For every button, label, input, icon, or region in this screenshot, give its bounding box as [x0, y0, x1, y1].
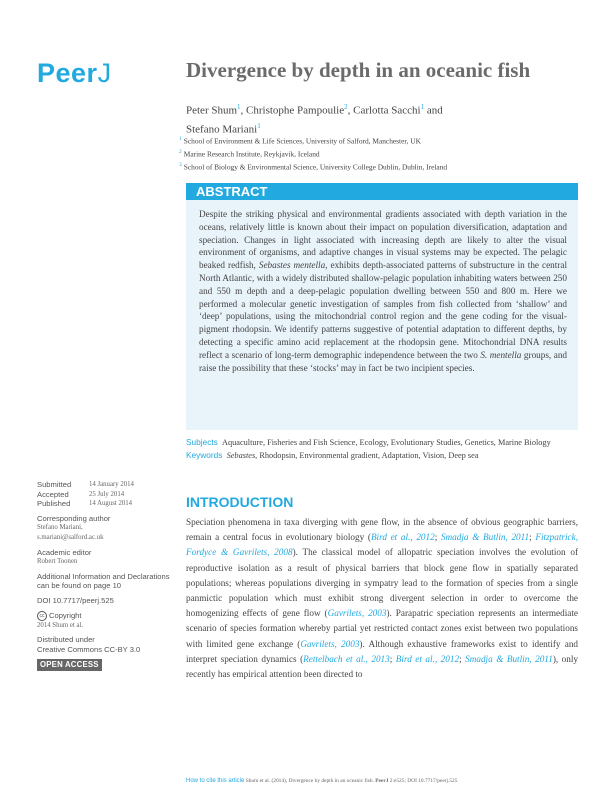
citation-link[interactable]: Fitzpatrick, Fordyce & Gavrilets, 2008 — [186, 532, 578, 558]
author-list: Peter Shum$^1$, Christophe Pampoulie$^2$, Carlotta Sacchi$^1$ and Stefano Mariani$^1$ — [186, 103, 443, 136]
paper-title: Divergence by depth in an oceanic fish — [186, 58, 531, 82]
affiliations — [179, 134, 447, 173]
introduction-heading: INTRODUCTION — [186, 494, 294, 510]
creative-commons-icon: cc — [37, 611, 47, 621]
subjects-keywords — [186, 436, 578, 462]
author[interactable]: Peter Shum — [186, 104, 238, 117]
keywords-line: Keywords Sebastes, Rhodopsin, Environmental gradient, Adaptation, Vision, Deep sea — [186, 450, 479, 460]
doi-link[interactable]: DOI 10.7717/peerj.525 — [37, 595, 114, 605]
citation-link[interactable]: Smadja & Butlin, 2011 — [440, 532, 530, 543]
citation-link[interactable]: Rettelbach et al., 2013 — [303, 653, 390, 664]
affiliation-item: $^2$ Marine Research Institute, Reykjavík, Iceland — [179, 148, 320, 159]
affiliation-item: $^3$ School of Biology & Environmental Science, University College Dublin, Dublin, Ireland — [179, 161, 448, 172]
affiliation-item: $^1$ School of Environment & Life Sciences, University of Salford, Manchester, UK — [179, 136, 421, 146]
citation-footer: How to cite this article Shum et al. (2014), Divergence by depth in an oceanic fish. PeerJ 2:e525; DOI 10.7717/peerj.525 — [186, 778, 458, 784]
citation-link[interactable]: Smadja & Butlin, 2011 — [465, 653, 553, 664]
open-access-badge: OPEN ACCESS — [37, 659, 102, 671]
citation-link[interactable]: Bird et al., 2012 — [370, 532, 435, 543]
abstract-heading: ABSTRACT — [196, 184, 268, 199]
author[interactable]: Carlotta Sacchi — [353, 104, 421, 117]
citation-link[interactable]: Gavrilets, 2003 — [300, 638, 360, 649]
article-sidebar: Submitted 14 January 2014 Accepted 25 July 2014 Published 14 August 2014 Corresponding author Stefano Mariani, s.mariani@salford.ac.uk Academic editor Robert Toonen Additional Information and Declarations can be found on page 10 DOI 10.7717/peerj.525 cc Copyright 2014 Shum et al. Distributed under Creative Commons CC-BY 3.0 OPEN ACCESS — [37, 480, 172, 671]
additional-info-link[interactable]: Additional Information and Declarations can be found on page 10 — [37, 571, 170, 591]
license-link[interactable]: Creative Commons CC-BY 3.0 — [37, 644, 141, 654]
author[interactable]: Christophe Pampoulie — [246, 104, 345, 117]
citation-link[interactable]: Bird et al., 2012 — [395, 653, 460, 664]
corresponding-email-link[interactable]: s.mariani@salford.ac.uk — [37, 533, 104, 541]
subjects-line: Subjects Aquaculture, Fisheries and Fish Science, Ecology, Evolutionary Studies, Genetics, Marine Biology — [186, 437, 551, 447]
peerj-logo: PeerJ — [37, 58, 112, 88]
introduction-text: Speciation phenomena in taxa diverging with gene flow, in the absence of obvious geographic barriers, remain a central focus in evolutionary biology (Bird et al., 2012; Smadja & Butlin, 2011; Fitzpatrick, Fordyce & Gavrilets, 2008). The classical model of allopatric speciation involves the evolution of reproductive isolation as a result of physical barriers that block gene flow in spatially separated populations; whereas populations diverging in sympatry lead to the formation of species from a single panmictic population which must exhibit strong divergent selection in order to overcome the homogenizing effects of gene flow (Gavrilets, 2003). Parapatric speciation represents an intermediate scenario of species formation whereby partial yet restricted contact zones exist between two populations with limited gene exchange (Gavrilets, 2003). Although exhaustive frameworks exist to identify and interpret speciation dynamics (Rettelbach et al., 2013; Bird et al., 2012; Smadja & Butlin, 2011), only recently has empirical attention been directed to — [186, 517, 579, 680]
author[interactable]: Stefano Mariani — [186, 123, 258, 136]
citation-link[interactable]: Gavrilets, 2003 — [327, 608, 387, 619]
abstract-text: Despite the striking physical and environmental gradients associated with depth variation in the oceans, relatively little is known about their impact on population diversification, adaptation and speciation. Changes in light associated with increasing depth are likely to alter the visual environment of organisms, and adaptive changes in visual systems may be expected. The pelagic beaked redfish, Sebastes mentella, exhibits depth-associated patterns of substructure in the central North Atlantic, with a widely distributed shallow-pelagic population inhabiting waters between 250 and 550 m depth and a deep-pelagic population dwelling between 550 and 800 m. Here we performed a molecular genetic investigation of samples from fish collected from ‘shallow’ and ‘deep’ populations, using the mitochondrial control region and the gene coding for the visual-pigment rhodopsin. We identify patterns suggestive of potential adaptation to different depths, by detecting a specific amino acid replacement at the rhodopsin gene. Mitochondrial DNA results reflect a scenario of long-term demographic independence between the two S. mentella groups, and raise the possibility that these ‘stocks’ may in fact be two incipient species. — [199, 209, 568, 373]
